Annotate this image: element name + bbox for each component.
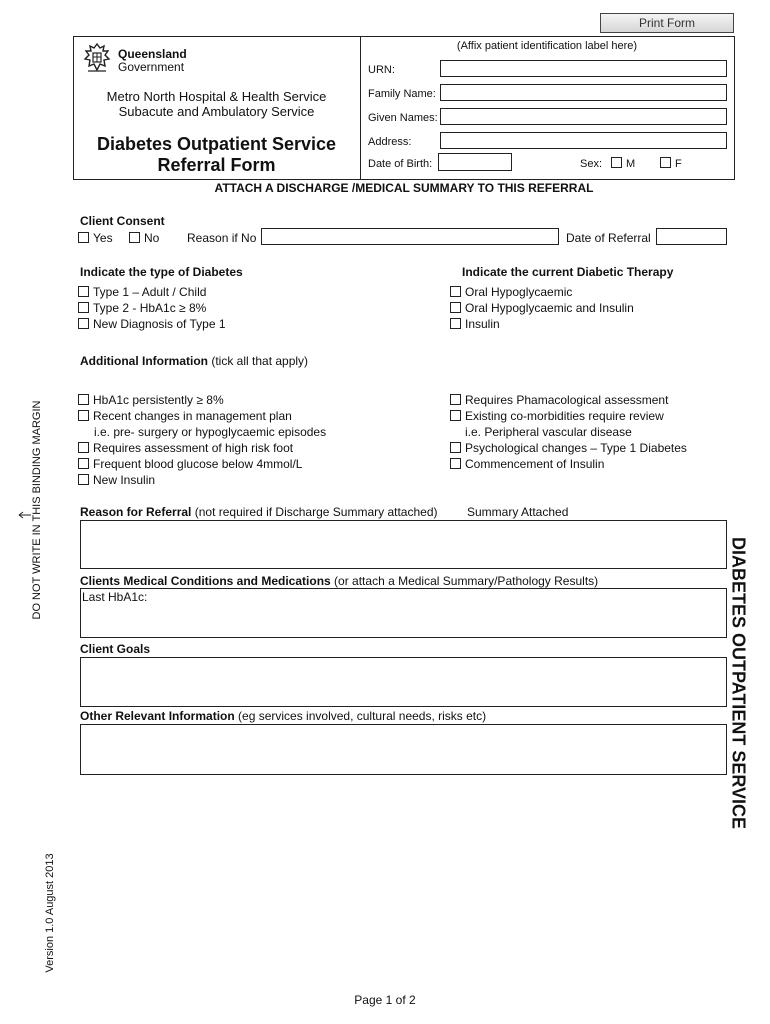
affix-label-note: (Affix patient identification label here) xyxy=(456,40,638,52)
diabetes-type-option[interactable]: Type 2 - HbA1c ≥ 8% xyxy=(78,301,206,315)
date-of-referral-field[interactable] xyxy=(656,228,727,245)
form-title-line2: Referral Form xyxy=(157,155,276,175)
therapy-option[interactable]: Insulin xyxy=(450,317,500,331)
additional-left-option[interactable]: Frequent blood glucose below 4mmol/L xyxy=(78,457,302,471)
client-goals-heading: Client Goals xyxy=(80,642,151,656)
service-name: Subacute and Ambulatory Service xyxy=(118,104,315,119)
binding-margin-note: DO NOT WRITE IN THIS BINDING MARGIN xyxy=(31,400,43,620)
sex-f-option[interactable]: F xyxy=(660,157,682,170)
dob-label: Date of Birth: xyxy=(368,158,433,170)
therapy-heading: Indicate the current Diabetic Therapy xyxy=(462,265,674,279)
sex-m-checkbox[interactable] xyxy=(611,157,622,168)
side-title: DIABETES OUTPATIENT SERVICE xyxy=(728,536,749,830)
additional-checkbox[interactable] xyxy=(450,442,461,453)
additional-checkbox[interactable] xyxy=(78,394,89,405)
sex-label: Sex: xyxy=(580,158,603,170)
additional-checkbox[interactable] xyxy=(450,394,461,405)
queensland-crest-logo xyxy=(82,42,112,74)
address-label: Address: xyxy=(368,136,412,148)
reason-if-no-label: Reason if No xyxy=(187,231,257,245)
diabetes-type-checkbox[interactable] xyxy=(78,318,89,329)
therapy-option[interactable]: Oral Hypoglycaemic xyxy=(450,285,572,299)
additional-left-option[interactable]: Requires assessment of high risk foot xyxy=(78,441,293,455)
client-consent-heading: Client Consent xyxy=(80,214,165,228)
page-number: Page 1 of 2 xyxy=(354,993,416,1007)
date-of-referral-label: Date of Referral xyxy=(566,231,651,245)
consent-yes-option[interactable]: Yes xyxy=(78,231,113,245)
additional-checkbox[interactable] xyxy=(78,458,89,469)
summary-attached-label: Summary Attached xyxy=(467,505,569,519)
attach-summary-notice: ATTACH A DISCHARGE /MEDICAL SUMMARY TO THIS REFERRAL xyxy=(214,181,594,195)
therapy-checkbox[interactable] xyxy=(450,302,461,313)
frame-bottom xyxy=(73,179,735,180)
frame-right xyxy=(734,36,735,180)
diabetes-type-option[interactable]: Type 1 – Adult / Child xyxy=(78,285,206,299)
sex-f-checkbox[interactable] xyxy=(660,157,671,168)
additional-checkbox[interactable] xyxy=(450,410,461,421)
diabetes-type-heading: Indicate the type of Diabetes xyxy=(80,265,243,279)
additional-right-option[interactable]: Requires Phamacological assessment xyxy=(450,393,668,407)
address-field[interactable] xyxy=(440,132,727,149)
therapy-option[interactable]: Oral Hypoglycaemic and Insulin xyxy=(450,301,634,315)
reason-for-referral-heading: Reason for Referral (not required if Discharge Summary attached) xyxy=(80,505,438,519)
therapy-checkbox[interactable] xyxy=(450,286,461,297)
consent-no-option[interactable]: No xyxy=(129,231,159,245)
org-name: Queensland xyxy=(118,47,187,61)
diabetes-type-option[interactable]: New Diagnosis of Type 1 xyxy=(78,317,226,331)
last-hba1c-label: Last HbA1c: xyxy=(82,590,148,604)
arrow-up-icon xyxy=(18,507,32,517)
medical-conditions-field[interactable] xyxy=(80,588,727,638)
version-text: Version 1.0 August 2013 xyxy=(44,853,56,973)
additional-checkbox[interactable] xyxy=(78,474,89,485)
frame-divider xyxy=(360,36,361,180)
client-goals-field[interactable] xyxy=(80,657,727,707)
family-name-field[interactable] xyxy=(440,84,727,101)
family-name-label: Family Name: xyxy=(368,88,436,100)
additional-right-option[interactable]: Commencement of Insulin xyxy=(450,457,604,471)
consent-yes-checkbox[interactable] xyxy=(78,232,89,243)
urn-field[interactable] xyxy=(440,60,727,77)
additional-checkbox[interactable] xyxy=(78,410,89,421)
urn-label: URN: xyxy=(368,64,395,76)
form-title-line1: Diabetes Outpatient Service xyxy=(96,134,337,154)
hospital-name: Metro North Hospital & Health Service xyxy=(106,89,327,104)
additional-left-option[interactable]: New Insulin xyxy=(78,473,155,487)
medical-conditions-heading: Clients Medical Conditions and Medications (or attach a Medical Summary/Pathology Results) xyxy=(80,574,599,588)
frame-top xyxy=(73,36,735,37)
dob-field[interactable] xyxy=(438,153,512,171)
sex-m-option[interactable]: M xyxy=(611,157,635,170)
print-form-button[interactable]: Print Form xyxy=(600,13,734,33)
other-info-heading: Other Relevant Information (eg services involved, cultural needs, risks etc) xyxy=(80,709,487,723)
diabetes-type-checkbox[interactable] xyxy=(78,286,89,297)
additional-checkbox[interactable] xyxy=(78,442,89,453)
reason-if-no-field[interactable] xyxy=(261,228,559,245)
additional-right-option[interactable]: Psychological changes – Type 1 Diabetes xyxy=(450,441,687,455)
therapy-checkbox[interactable] xyxy=(450,318,461,329)
other-info-field[interactable] xyxy=(80,724,727,775)
additional-checkbox[interactable] xyxy=(450,458,461,469)
reason-for-referral-field[interactable] xyxy=(80,520,727,569)
additional-right-note: i.e. Peripheral vascular disease xyxy=(465,425,632,439)
given-names-label: Given Names: xyxy=(368,112,438,124)
additional-left-option[interactable]: HbA1c persistently ≥ 8% xyxy=(78,393,224,407)
additional-left-note: i.e. pre- surgery or hypoglycaemic episodes xyxy=(94,425,327,439)
additional-info-heading: Additional Information (tick all that apply) xyxy=(80,354,309,368)
given-names-field[interactable] xyxy=(440,108,727,125)
diabetes-type-checkbox[interactable] xyxy=(78,302,89,313)
additional-left-option[interactable]: Recent changes in management plan xyxy=(78,409,292,423)
consent-no-checkbox[interactable] xyxy=(129,232,140,243)
org-subname: Government xyxy=(118,60,185,74)
additional-right-option[interactable]: Existing co-morbidities require review xyxy=(450,409,664,423)
